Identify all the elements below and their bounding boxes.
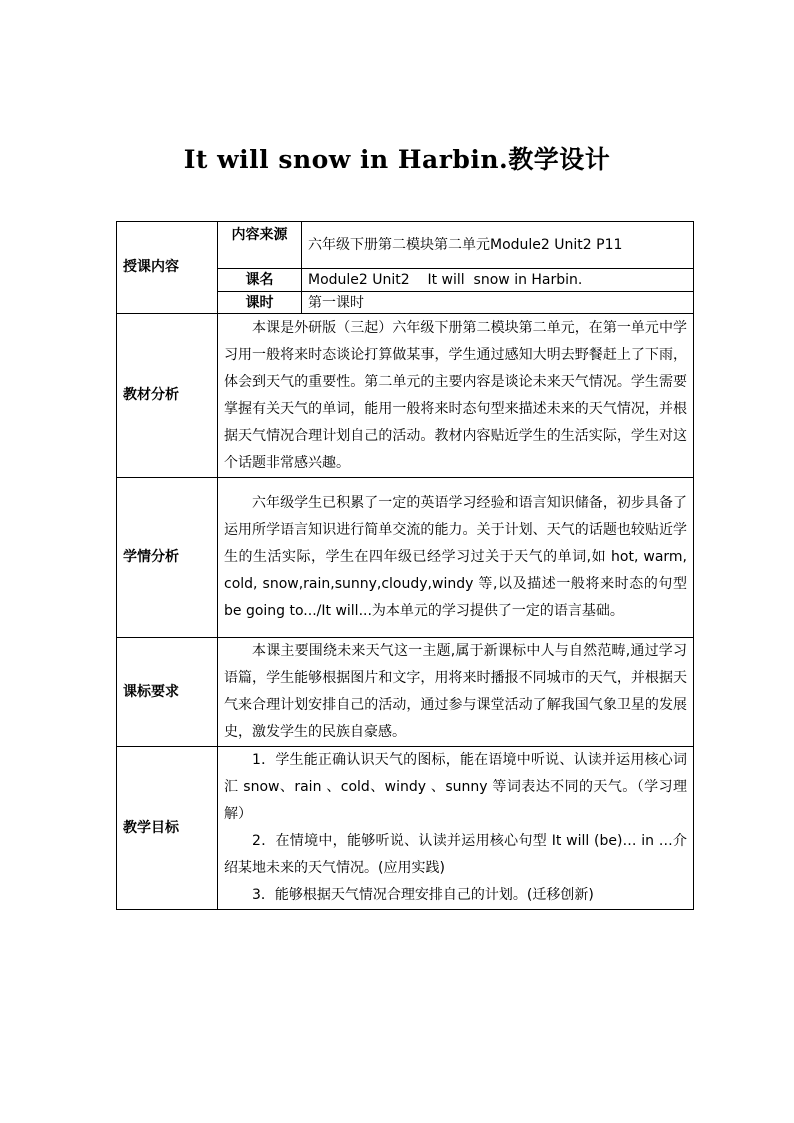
material-analysis-text: [218, 314, 694, 478]
period-label: 课时: [218, 292, 302, 314]
student-analysis-text: [218, 478, 694, 638]
row-content-source: [117, 222, 694, 269]
material-analysis-paragraph: 本课是外研版（三起）六年级下册第二模块第二单元，在第一单元中学习用一般将来时态谈论打算做某事，学生通过感知大明去野餐赶上了下雨，体会到天气的重要性。第二单元的主要内容是谈论未来天气情况。学生需要掌握有关天气的单词，能用一般将来时态句型来描述未来的天气情况，并根据天气情况合理计划自己的活动。教材内容贴近学生的生活实际，学生对这个话题非常感兴趣。: [224, 319, 687, 471]
curriculum-requirements-text: [218, 638, 694, 747]
teaching-goals-label: 教学目标: [117, 747, 218, 910]
material-analysis-label: 教材分析: [117, 314, 218, 478]
teaching-goal-item: 2．在情境中，能够听说、认读并运用核心句型 It will (be)… in …介绍某地未来的天气情况。(应用实践): [224, 833, 687, 876]
curriculum-requirements-label: 课标要求: [117, 638, 218, 747]
page-title: It will snow in Harbin.教学设计: [183, 145, 611, 174]
lesson-name-value: Module2 Unit2 It will snow in Harbin.: [302, 269, 694, 292]
student-analysis-label: 学情分析: [117, 478, 218, 638]
teaching-content-label: 授课内容: [117, 222, 218, 314]
period-value: 第一课时: [302, 292, 694, 314]
lesson-plan-table: [116, 221, 694, 910]
teaching-goals-text: [218, 747, 694, 910]
curriculum-requirements-paragraph: 本课主要围绕未来天气这一主题,属于新课标中人与自然范畴,通过学习语篇，学生能够根据图片和文字，用将来时播报不同城市的天气，并根据天气来合理计划安排自己的活动，通过参与课堂活动了解我国气象卫星的发展史，激发学生的民族自豪感。: [224, 643, 687, 740]
row-student-analysis: [117, 478, 694, 638]
student-analysis-paragraph: 六年级学生已积累了一定的英语学习经验和语言知识储备，初步具备了运用所学语言知识进行简单交流的能力。关于计划、天气的话题也较贴近学生的生活实际，学生在四年级已经学习过关于天气的单词,如 hot, warm, cold, snow,rain,sunny,cloudy,windy 等,以及描述一般将来时态的句型 be going to.../It will...为本单元的学习提供了一定的语言基础。: [224, 495, 687, 619]
row-material-analysis: [117, 314, 694, 478]
teaching-goal-item: 1．学生能正确认识天气的图标，能在语境中听说、认读并运用核心词汇 snow、rain 、cold、windy 、sunny 等词表达不同的天气。（学习理解）: [224, 752, 687, 822]
teaching-goal-item: 3．能够根据天气情况合理安排自己的计划。(迁移创新): [252, 887, 594, 903]
content-source-value: 六年级下册第二模块第二单元Module2 Unit2 P11: [302, 222, 694, 269]
row-teaching-goals: [117, 747, 694, 910]
lesson-name-label: 课名: [218, 269, 302, 292]
row-curriculum-requirements: [117, 638, 694, 747]
content-source-label: 内容来源: [218, 222, 302, 269]
